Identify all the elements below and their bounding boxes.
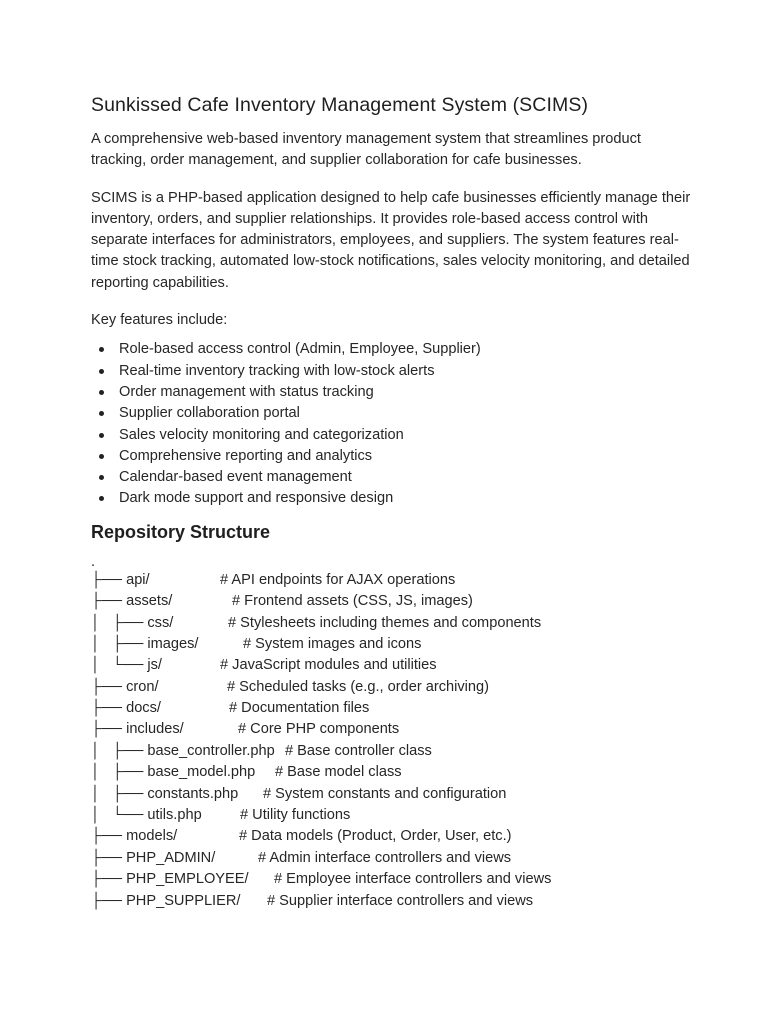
tree-row xyxy=(91,698,691,719)
tree-row xyxy=(91,591,691,612)
bullet-icon xyxy=(99,475,104,480)
feature-item xyxy=(91,403,691,424)
tree-row xyxy=(91,848,691,869)
features-label: Key features include: xyxy=(91,312,228,329)
tree-entry-name: ├── PHP_SUPPLIER/ xyxy=(91,892,241,909)
tree-row xyxy=(91,826,691,847)
feature-text: Sales velocity monitoring and categorization xyxy=(119,426,404,443)
tree-entry-comment: # Employee interface controllers and views xyxy=(274,871,552,888)
bullet-icon xyxy=(99,347,104,352)
feature-item xyxy=(91,361,691,382)
tree-entry-comment: # System constants and configuration xyxy=(263,785,507,802)
tree-entry-comment: # API endpoints for AJAX operations xyxy=(220,571,456,588)
bullet-icon xyxy=(99,454,104,459)
tree-entry-comment: # Base model class xyxy=(275,764,402,781)
feature-text: Dark mode support and responsive design xyxy=(119,490,394,507)
repo-structure-heading: Repository Structure xyxy=(91,521,271,542)
bullet-icon xyxy=(99,433,104,438)
tree-entry-name: │ ├── base_model.php xyxy=(91,764,256,781)
feature-text: Calendar-based event management xyxy=(119,469,352,486)
tree-entry-name: │ └── utils.php xyxy=(91,807,202,824)
repo-tree xyxy=(91,554,691,912)
feature-text: Order management with status tracking xyxy=(119,383,374,400)
document-subtitle: A comprehensive web-based inventory management system that streamlines product tracking, order management, and supplier collaboration for cafe businesses. xyxy=(91,131,641,169)
feature-text: Role-based access control (Admin, Employee, Supplier) xyxy=(119,341,481,358)
description-paragraph: SCIMS is a PHP-based application designed to help cafe businesses efficiently manage their inventory, orders, and supplier relationships. It provides role-based access control with separate interfaces for administrators, employees, and suppliers. The system features real-time stock tracking, automated low-stock notifications, sales velocity monitoring, and detailed reporting capabilities. xyxy=(91,189,691,291)
tree-row xyxy=(91,570,691,591)
bullet-icon xyxy=(99,496,104,501)
tree-row xyxy=(91,805,691,826)
tree-row xyxy=(91,784,691,805)
tree-row xyxy=(91,891,691,912)
features-list xyxy=(91,339,691,509)
tree-entry-comment: # Data models (Product, Order, User, etc.) xyxy=(239,828,512,845)
tree-entry-name: ├── PHP_ADMIN/ xyxy=(91,849,216,866)
tree-entry-comment: # Stylesheets including themes and components xyxy=(228,614,542,631)
tree-row xyxy=(91,762,691,783)
tree-row xyxy=(91,869,691,890)
tree-row xyxy=(91,741,691,762)
tree-root xyxy=(91,554,691,570)
feature-text: Supplier collaboration portal xyxy=(119,405,300,422)
bullet-icon xyxy=(99,390,104,395)
tree-entry-comment: # Admin interface controllers and views xyxy=(258,849,512,866)
tree-row xyxy=(91,677,691,698)
feature-item xyxy=(91,446,691,467)
tree-row xyxy=(91,634,691,655)
tree-entry-comment: # Supplier interface controllers and views xyxy=(267,892,534,909)
tree-entry-comment: # Documentation files xyxy=(229,700,370,717)
bullet-icon xyxy=(99,369,104,374)
feature-item xyxy=(91,488,691,509)
tree-entry-comment: # System images and icons xyxy=(243,635,422,652)
tree-row xyxy=(91,719,691,740)
tree-entry-name: │ ├── css/ xyxy=(91,614,174,631)
tree-entry-comment: # JavaScript modules and utilities xyxy=(220,657,437,674)
tree-entry-name: ├── assets/ xyxy=(91,593,173,610)
tree-root-dot: . xyxy=(91,553,96,570)
tree-entry-comment: # Scheduled tasks (e.g., order archiving) xyxy=(227,678,490,695)
document-page xyxy=(91,92,691,912)
bullet-icon xyxy=(99,411,104,416)
tree-entry-name: ├── docs/ xyxy=(91,700,161,717)
tree-entry-name: ├── api/ xyxy=(91,571,150,588)
feature-text: Comprehensive reporting and analytics xyxy=(119,447,373,464)
tree-entry-name: │ └── js/ xyxy=(91,657,162,674)
feature-item xyxy=(91,425,691,446)
tree-entry-name: │ ├── constants.php xyxy=(91,785,239,802)
tree-entry-comment: # Frontend assets (CSS, JS, images) xyxy=(232,593,473,610)
feature-item xyxy=(91,382,691,403)
tree-entry-name: │ ├── images/ xyxy=(91,635,199,652)
feature-text: Real-time inventory tracking with low-stock alerts xyxy=(119,362,435,379)
tree-entry-name: ├── cron/ xyxy=(91,678,159,695)
tree-entry-comment: # Base controller class xyxy=(285,742,432,759)
feature-item xyxy=(91,467,691,488)
tree-entry-comment: # Utility functions xyxy=(240,807,351,824)
tree-row xyxy=(91,613,691,634)
tree-entry-name: ├── includes/ xyxy=(91,721,184,738)
tree-row xyxy=(91,655,691,676)
feature-item xyxy=(91,339,691,360)
tree-entry-name: ├── models/ xyxy=(91,828,178,845)
tree-entry-name: ├── PHP_EMPLOYEE/ xyxy=(91,871,249,888)
document-title: Sunkissed Cafe Inventory Management System (SCIMS) xyxy=(91,94,589,116)
tree-entry-name: │ ├── base_controller.php xyxy=(91,742,275,759)
tree-entry-comment: # Core PHP components xyxy=(238,721,400,738)
